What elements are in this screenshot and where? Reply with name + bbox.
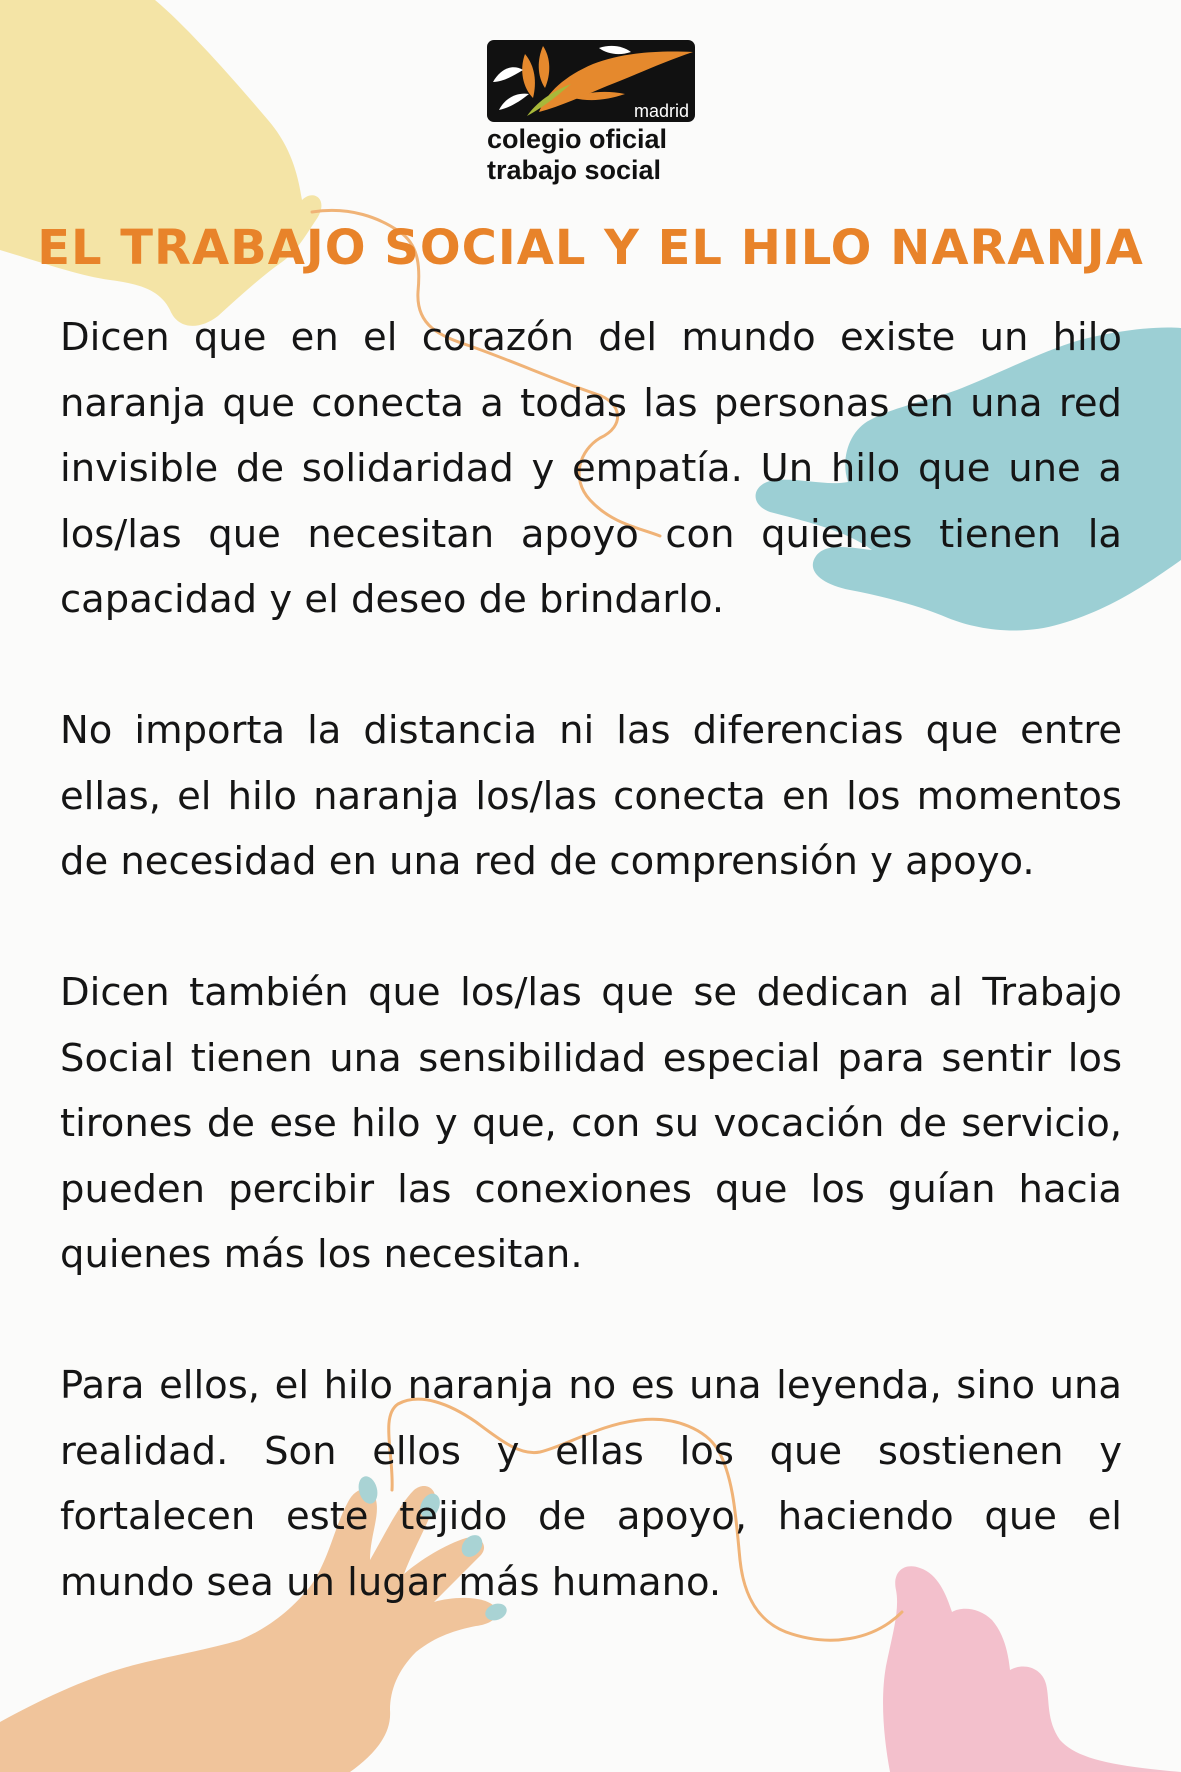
yellow-hand-top-left bbox=[0, 0, 321, 326]
paragraph-3: Dicen también que los/las que se dedican al Trabajo Social tienen una sensibilidad especial para sentir los tirones de ese hilo y que, con su vocación de servicio, pueden percibir las conexiones que los guían hacia quienes más los necesitan. bbox=[60, 970, 1122, 1277]
logo-city: madrid bbox=[633, 101, 689, 121]
story-text bbox=[60, 305, 1122, 1681]
paragraph-4: Para ellos, el hilo naranja no es una leyenda, sino una realidad. Son ellos y ellas los que sostienen y fortalecen este tejido de apoyo, haciendo que el mundo sea un lugar más humano. bbox=[60, 1363, 1122, 1605]
paragraph-2: No importa la distancia ni las diferencias que entre ellas, el hilo naranja los/las conecta en los momentos de necesidad en una red de comprensión y apoyo. bbox=[60, 708, 1122, 884]
college-logo bbox=[487, 40, 695, 184]
logo-name-line1: colegio oficial bbox=[487, 124, 668, 154]
page-title: EL TRABAJO SOCIAL Y EL HILO NARANJA bbox=[37, 220, 1144, 276]
paragraph-1: Dicen que en el corazón del mundo existe un hilo naranja que conecta a todas las personas en una red invisible de solidaridad y empatía. Un hilo que une a los/las que necesitan apoyo con quienes tienen la capacidad y el deseo de brindarlo. bbox=[60, 315, 1122, 622]
logo-name-line2: trabajo social bbox=[487, 155, 662, 185]
logo-mark bbox=[487, 40, 695, 122]
